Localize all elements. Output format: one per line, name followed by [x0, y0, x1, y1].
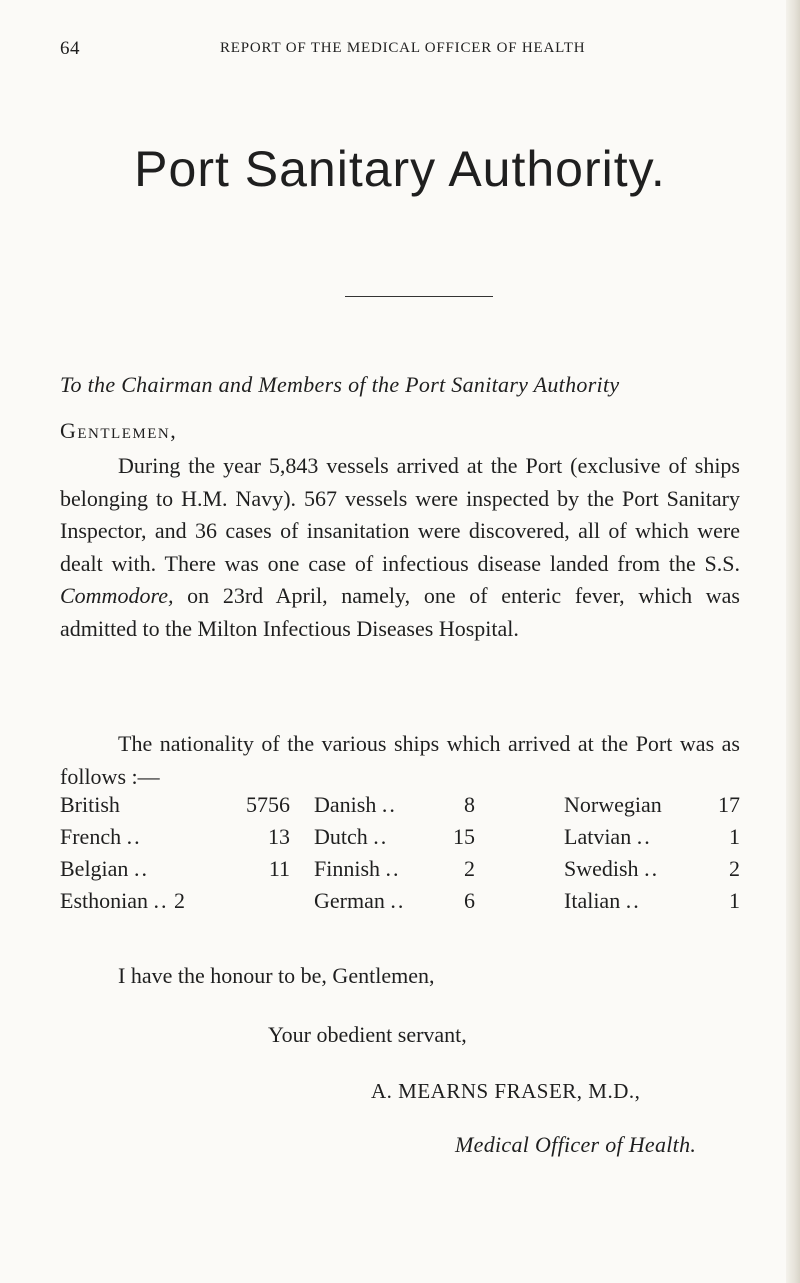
nationality-table	[60, 792, 750, 920]
nationality-intro: The nationality of the various ships which arrived at the Port was as follows :—	[60, 731, 740, 789]
nationality-count: 8	[464, 792, 475, 817]
nationality-count: 11	[268, 856, 290, 881]
signatory-title: Medical Officer of Health.	[455, 1132, 697, 1157]
nationality-count: 5756	[246, 792, 290, 817]
nationality-name: Belgian ..	[60, 856, 149, 881]
valediction: Your obedient servant,	[268, 1022, 467, 1047]
nationality-name: British	[60, 792, 120, 817]
nationality-name: Latvian ..	[564, 824, 652, 849]
nationality-name: Finnish ..	[314, 856, 401, 881]
nationality-count: 6	[464, 888, 475, 913]
page-title: Port Sanitary Authority.	[134, 141, 666, 197]
paragraph-text: on 23rd April, namely, one of enteric fever, which was admitted to the Milton Infectious Diseases Hospital.	[60, 583, 740, 641]
nationality-count: 1	[729, 824, 740, 849]
nationality-name: Danish ..	[314, 792, 397, 817]
title-rule	[345, 296, 493, 297]
table-row	[60, 888, 750, 920]
nationality-name: Dutch ..	[314, 824, 389, 849]
nationality-count: 15	[453, 824, 475, 849]
page-number: 64	[60, 38, 80, 59]
paragraph-text: During the year 5,843 vessels arrived at the Port (exclusive of ships belonging to H.M. Navy). 567 vessels were inspected by the Port Sanitary Inspector, and 36 cases of insanitation were discovered, all of which were dealt with. There was one case of infectious disease landed from the S.S.	[60, 453, 740, 576]
closing-line: I have the honour to be, Gentlemen,	[118, 963, 435, 988]
nationality-name: French ..	[60, 824, 142, 849]
nationality-name: Swedish ..	[564, 856, 660, 881]
nationality-name: Norwegian	[564, 792, 662, 817]
signature: A. MEARNS FRASER, M.D.,	[371, 1079, 641, 1103]
nationality-count: 1	[729, 888, 740, 913]
table-row	[60, 792, 750, 824]
ship-name: Commodore,	[60, 583, 174, 608]
nationality-count: 2	[729, 856, 740, 881]
table-row	[60, 856, 750, 888]
nationality-count: 2	[464, 856, 475, 881]
running-head-title: REPORT OF THE MEDICAL OFFICER OF HEALTH	[220, 40, 586, 56]
table-row	[60, 824, 750, 856]
nationality-name: Italian ..	[564, 888, 641, 913]
running-head	[60, 38, 740, 62]
nationality-name: Esthonian .. 2	[60, 888, 185, 913]
nationality-count: 13	[268, 824, 290, 849]
addressee: To the Chairman and Members of the Port Sanitary Authority	[60, 372, 620, 397]
salutation: Gentlemen,	[60, 418, 178, 443]
nationality-count: 17	[718, 792, 740, 817]
report-paragraph	[60, 450, 740, 645]
nationality-name: German ..	[314, 888, 406, 913]
